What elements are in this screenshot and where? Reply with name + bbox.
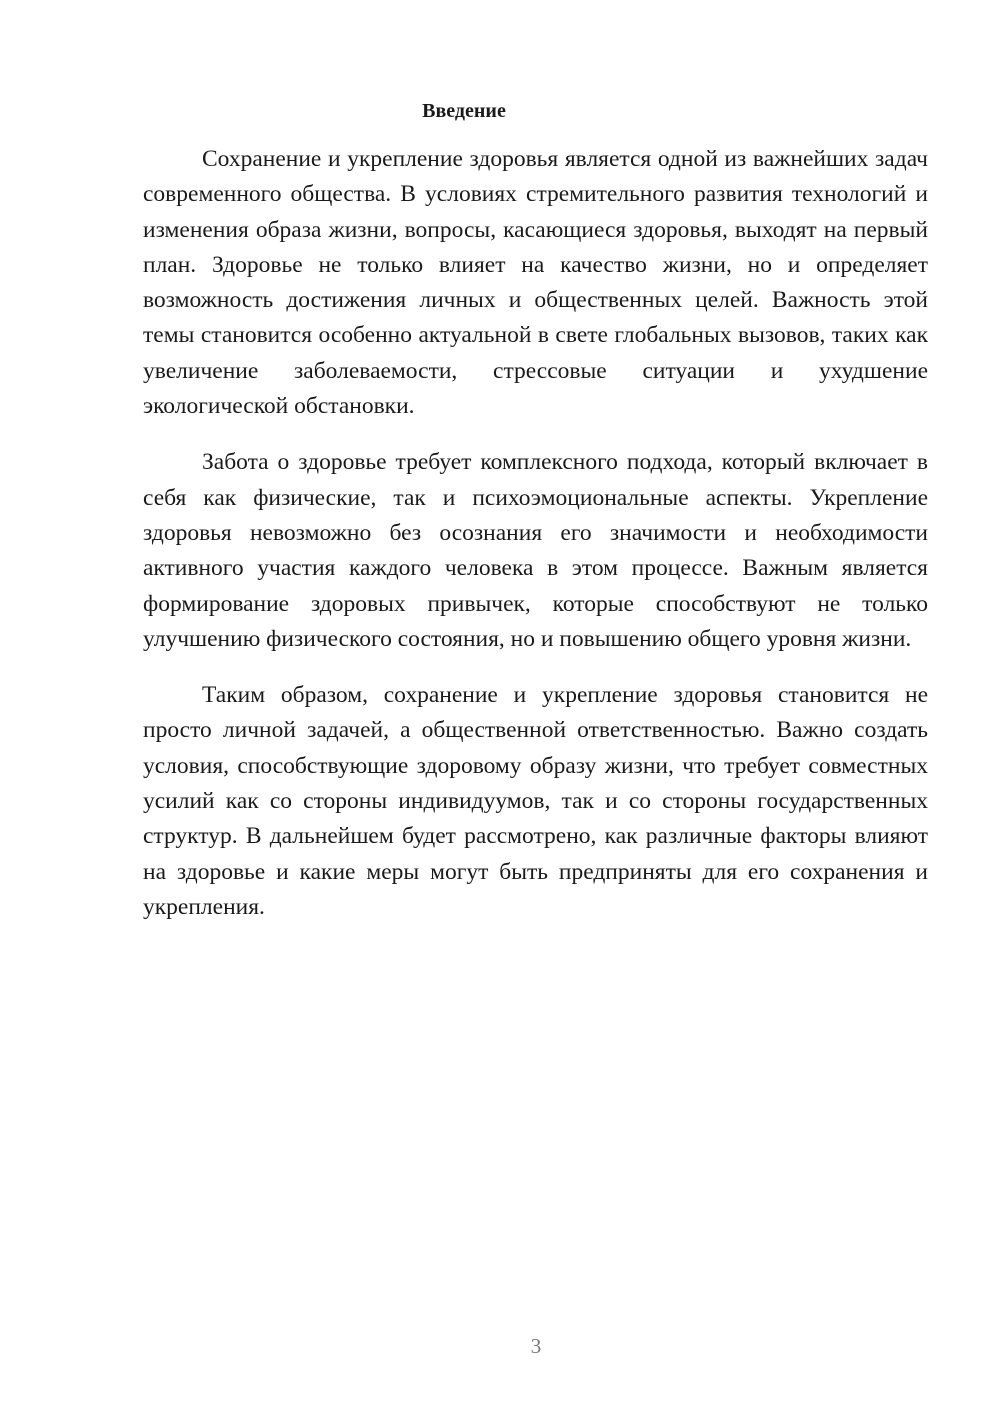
- page-number: 3: [530, 1334, 542, 1358]
- title-container: [72, 96, 1000, 126]
- paragraph-2: Забота о здоровье требует комплексного подхода, который включает в себя как физические, так и психоэмоциональные аспекты. Укрепление здоровья невозможно без осознания его значимости и необходимости активного участия каждого человека в этом процессе. Важным является формирование здоровых привычек, которые способствуют не только улучшению физического состояния, но и повышению общего уровня жизни.: [143, 449, 928, 652]
- paragraph-3: Таким образом, сохранение и укрепление здоровья становится не просто личной задачей, а общественной ответственностью. Важно создать условия, способствующие здоровому образу жизни, что требует совместных усилий как со стороны индивидуумов, так и со стороны государственных структур. В дальнейшем будет рассмотрено, как различные факторы влияют на здоровье и какие меры могут быть предприняты для его сохранения и укрепления.: [143, 682, 928, 920]
- paragraph-1: Сохранение и укрепление здоровья является одной из важнейших задач современного общества. В условиях стремительного развития технологий и изменения образа жизни, вопросы, касающиеся здоровья, выходят на первый план. Здоровье не только влияет на качество жизни, но и определяет возможность достижения личных и общественных целей. Важность этой темы становится особенно актуальной в свете глобальных вызовов, таких как увеличение заболеваемости, стрессовые ситуации и ухудшение экологической обстановки.: [143, 146, 928, 420]
- body-text: [143, 142, 928, 925]
- section-title: Введение: [422, 100, 506, 122]
